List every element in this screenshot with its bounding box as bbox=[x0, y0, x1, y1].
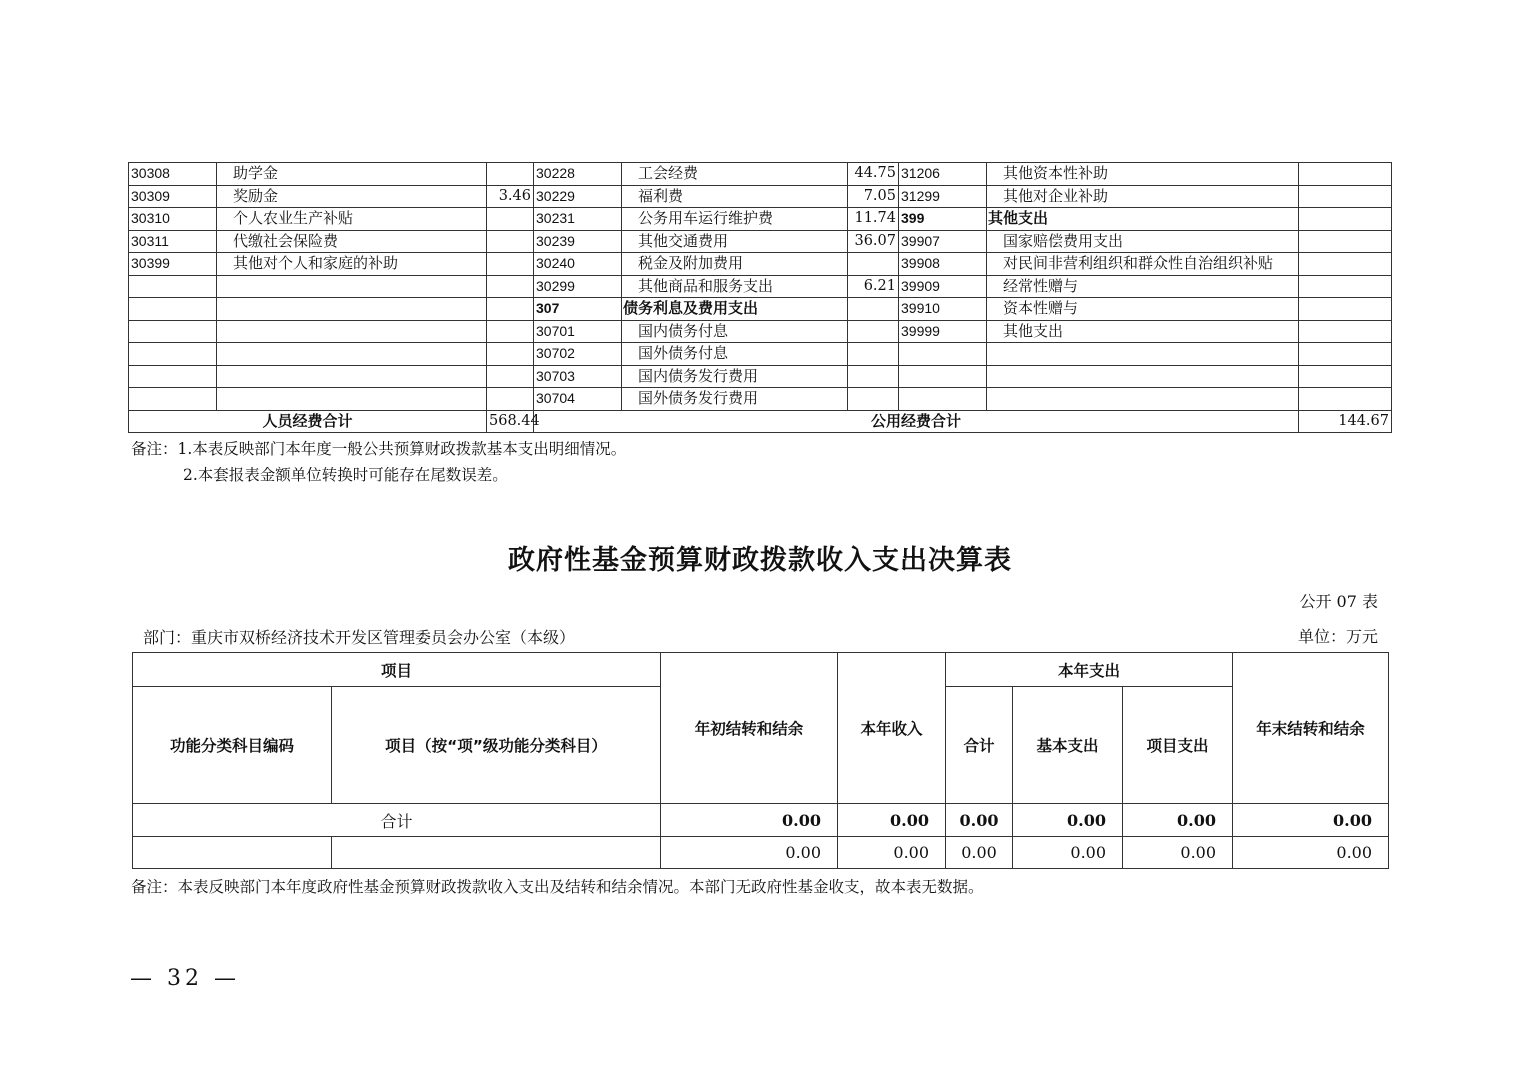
left-amount bbox=[487, 320, 534, 343]
detail-row bbox=[129, 230, 1392, 253]
mid-amount bbox=[848, 388, 899, 411]
right-name: 国家赔偿费用支出 bbox=[987, 230, 1299, 253]
right-amount bbox=[1299, 253, 1392, 276]
right-code: 39908 bbox=[899, 253, 987, 276]
detail-row bbox=[129, 298, 1392, 321]
right-code: 39999 bbox=[899, 320, 987, 343]
left-code bbox=[129, 320, 217, 343]
right-amount bbox=[1299, 388, 1392, 411]
right-name bbox=[987, 365, 1299, 388]
right-name: 其他支出 bbox=[987, 208, 1299, 231]
mid-name: 税金及附加费用 bbox=[622, 253, 848, 276]
right-name bbox=[987, 388, 1299, 411]
detail-row bbox=[129, 185, 1392, 208]
left-code bbox=[129, 343, 217, 366]
left-amount bbox=[487, 253, 534, 276]
mid-name: 债务利息及费用支出 bbox=[622, 298, 848, 321]
right-amount bbox=[1299, 365, 1392, 388]
mid-name: 国内债务发行费用 bbox=[622, 365, 848, 388]
page-number: — 32 — bbox=[130, 966, 240, 991]
data-basic: 0.00 bbox=[1013, 837, 1123, 869]
detail-row bbox=[129, 320, 1392, 343]
personnel-total-value: 568.44 bbox=[487, 410, 534, 433]
mid-name: 其他商品和服务支出 bbox=[622, 275, 848, 298]
header-func-code: 功能分类科目编码 bbox=[133, 687, 332, 804]
data-opening: 0.00 bbox=[661, 837, 838, 869]
right-amount bbox=[1299, 343, 1392, 366]
mid-amount bbox=[848, 365, 899, 388]
left-name bbox=[217, 343, 487, 366]
mid-code: 307 bbox=[534, 298, 622, 321]
total-opening: 0.00 bbox=[661, 804, 838, 837]
left-name: 其他对个人和家庭的补助 bbox=[217, 253, 487, 276]
total-income: 0.00 bbox=[838, 804, 946, 837]
left-name: 个人农业生产补贴 bbox=[217, 208, 487, 231]
mid-amount: 11.74 bbox=[848, 208, 899, 231]
header-closing-balance: 年末结转和结余 bbox=[1233, 653, 1389, 804]
mid-code: 30299 bbox=[534, 275, 622, 298]
right-code: 31206 bbox=[899, 163, 987, 186]
left-amount bbox=[487, 365, 534, 388]
mid-name: 福利费 bbox=[622, 185, 848, 208]
table-number: 公开 07 表 bbox=[1299, 592, 1378, 611]
left-name bbox=[217, 388, 487, 411]
right-name: 对民间非营利组织和群众性自治组织补贴 bbox=[987, 253, 1299, 276]
header-total: 合计 bbox=[946, 687, 1013, 804]
mid-name: 国外债务发行费用 bbox=[622, 388, 848, 411]
mid-code: 30231 bbox=[534, 208, 622, 231]
left-code bbox=[129, 388, 217, 411]
detail-row bbox=[129, 163, 1392, 186]
right-code bbox=[899, 388, 987, 411]
detail-note-1: 备注：1.本表反映部门本年度一般公共预算财政拨款基本支出明细情况。 bbox=[131, 440, 627, 458]
mid-code: 30703 bbox=[534, 365, 622, 388]
left-name bbox=[217, 298, 487, 321]
mid-amount: 7.05 bbox=[848, 185, 899, 208]
mid-code: 30702 bbox=[534, 343, 622, 366]
left-amount bbox=[487, 275, 534, 298]
right-name bbox=[987, 343, 1299, 366]
right-code: 399 bbox=[899, 208, 987, 231]
mid-amount: 36.07 bbox=[848, 230, 899, 253]
total-basic: 0.00 bbox=[1013, 804, 1123, 837]
right-name: 其他对企业补助 bbox=[987, 185, 1299, 208]
total-row-label: 合计 bbox=[133, 804, 661, 837]
right-amount bbox=[1299, 298, 1392, 321]
left-code: 30311 bbox=[129, 230, 217, 253]
left-code: 30310 bbox=[129, 208, 217, 231]
left-name bbox=[217, 365, 487, 388]
detail-row bbox=[129, 253, 1392, 276]
mid-amount: 6.21 bbox=[848, 275, 899, 298]
right-name: 其他资本性补助 bbox=[987, 163, 1299, 186]
fund-table bbox=[132, 652, 1389, 869]
mid-amount: 44.75 bbox=[848, 163, 899, 186]
detail-total-row bbox=[129, 410, 1392, 433]
department-label: 部门：重庆市双桥经济技术开发区管理委员会办公室（本级） bbox=[143, 628, 576, 647]
right-code bbox=[899, 365, 987, 388]
right-name: 资本性赠与 bbox=[987, 298, 1299, 321]
header-expense-group: 本年支出 bbox=[946, 653, 1233, 687]
right-amount bbox=[1299, 275, 1392, 298]
left-code: 30399 bbox=[129, 253, 217, 276]
page-title: 政府性基金预算财政拨款收入支出决算表 bbox=[508, 545, 1012, 576]
header-project-item: 项目（按“项”级功能分类科目） bbox=[332, 687, 661, 804]
total-row bbox=[133, 804, 1389, 837]
left-code bbox=[129, 275, 217, 298]
left-code: 30308 bbox=[129, 163, 217, 186]
unit-label: 单位：万元 bbox=[1297, 627, 1378, 646]
detail-row bbox=[129, 365, 1392, 388]
left-name: 助学金 bbox=[217, 163, 487, 186]
total-closing: 0.00 bbox=[1233, 804, 1389, 837]
fund-table-note: 备注：本表反映部门本年度政府性基金预算财政拨款收入支出及结转和结余情况。本部门无政府性基金收支，故本表无数据。 bbox=[131, 878, 984, 896]
data-expense: 0.00 bbox=[946, 837, 1013, 869]
left-name: 代缴社会保险费 bbox=[217, 230, 487, 253]
total-expense: 0.00 bbox=[946, 804, 1013, 837]
left-amount bbox=[487, 163, 534, 186]
detail-note-2: 2.本套报表金额单位转换时可能存在尾数误差。 bbox=[183, 466, 508, 484]
expense-detail-table bbox=[128, 162, 1392, 433]
header-basic: 基本支出 bbox=[1013, 687, 1123, 804]
left-name: 奖励金 bbox=[217, 185, 487, 208]
right-amount bbox=[1299, 208, 1392, 231]
public-total-value: 144.67 bbox=[1299, 410, 1392, 433]
right-amount bbox=[1299, 320, 1392, 343]
detail-row bbox=[129, 388, 1392, 411]
header-project: 项目 bbox=[133, 653, 661, 687]
left-amount bbox=[487, 230, 534, 253]
mid-code: 30229 bbox=[534, 185, 622, 208]
left-name bbox=[217, 320, 487, 343]
right-amount bbox=[1299, 230, 1392, 253]
mid-code: 30228 bbox=[534, 163, 622, 186]
mid-name: 工会经费 bbox=[622, 163, 848, 186]
right-name: 其他支出 bbox=[987, 320, 1299, 343]
left-name bbox=[217, 275, 487, 298]
detail-row bbox=[129, 275, 1392, 298]
right-code bbox=[899, 343, 987, 366]
left-amount bbox=[487, 343, 534, 366]
mid-name: 国内债务付息 bbox=[622, 320, 848, 343]
header-opening-balance: 年初结转和结余 bbox=[661, 653, 838, 804]
header-row-1 bbox=[133, 653, 1389, 687]
detail-row bbox=[129, 343, 1392, 366]
mid-amount bbox=[848, 298, 899, 321]
total-project: 0.00 bbox=[1123, 804, 1233, 837]
personnel-total-label: 人员经费合计 bbox=[129, 410, 487, 433]
right-amount bbox=[1299, 185, 1392, 208]
right-code: 39907 bbox=[899, 230, 987, 253]
data-row-code bbox=[133, 837, 332, 869]
right-code: 31299 bbox=[899, 185, 987, 208]
left-code bbox=[129, 365, 217, 388]
header-project-expense: 项目支出 bbox=[1123, 687, 1233, 804]
data-project: 0.00 bbox=[1123, 837, 1233, 869]
right-code: 39910 bbox=[899, 298, 987, 321]
detail-row bbox=[129, 208, 1392, 231]
left-code bbox=[129, 298, 217, 321]
right-amount bbox=[1299, 163, 1392, 186]
mid-code: 30240 bbox=[534, 253, 622, 276]
mid-code: 30704 bbox=[534, 388, 622, 411]
mid-code: 30239 bbox=[534, 230, 622, 253]
mid-name: 其他交通费用 bbox=[622, 230, 848, 253]
mid-amount bbox=[848, 253, 899, 276]
mid-name: 国外债务付息 bbox=[622, 343, 848, 366]
left-amount bbox=[487, 388, 534, 411]
left-code: 30309 bbox=[129, 185, 217, 208]
data-row bbox=[133, 837, 1389, 869]
data-income: 0.00 bbox=[838, 837, 946, 869]
data-row-name bbox=[332, 837, 661, 869]
header-income: 本年收入 bbox=[838, 653, 946, 804]
mid-code: 30701 bbox=[534, 320, 622, 343]
data-closing: 0.00 bbox=[1233, 837, 1389, 869]
left-amount: 3.46 bbox=[487, 185, 534, 208]
public-total-label: 公用经费合计 bbox=[534, 410, 1299, 433]
mid-name: 公务用车运行维护费 bbox=[622, 208, 848, 231]
mid-amount bbox=[848, 343, 899, 366]
left-amount bbox=[487, 298, 534, 321]
mid-amount bbox=[848, 320, 899, 343]
right-name: 经常性赠与 bbox=[987, 275, 1299, 298]
left-amount bbox=[487, 208, 534, 231]
right-code: 39909 bbox=[899, 275, 987, 298]
